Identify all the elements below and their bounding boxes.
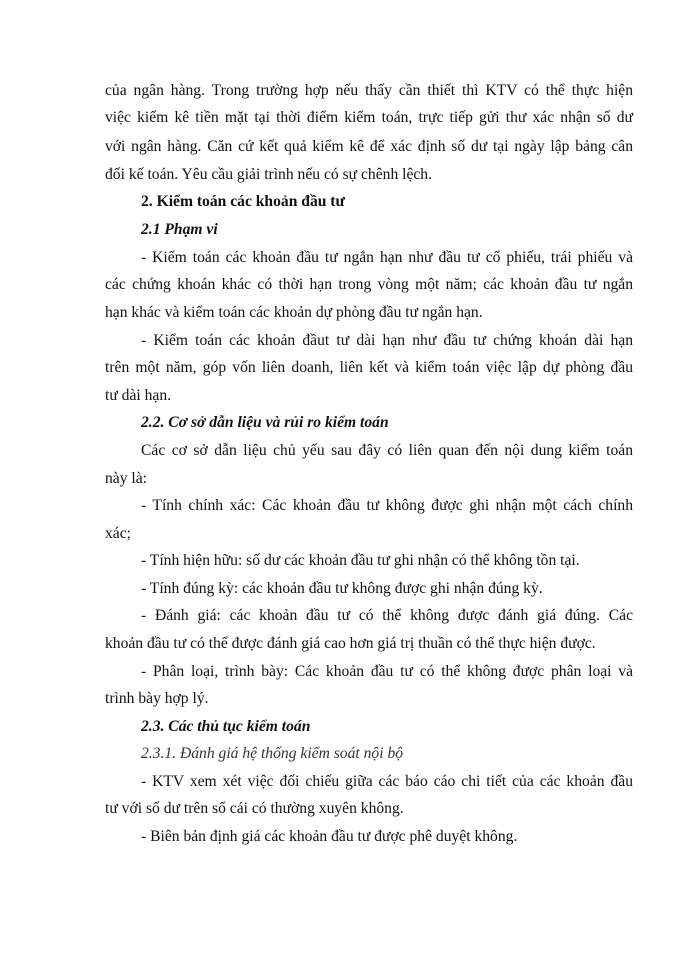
bullet-line: - Phân loại, trình bày: Các khoản đầu tư có thể không được phân loại và (141, 663, 633, 680)
subsection-heading: 2.2. Cơ sở dẫn liệu và rủi ro kiểm toán (141, 414, 389, 431)
bullet-line: - Tính hiện hữu: số dư các khoản đầu tư ghi nhận có thể không tồn tại. (141, 552, 580, 569)
paragraph-line: Các cơ sở dẫn liệu chủ yếu sau đây có liên quan đến nội dung kiểm toán (141, 442, 633, 459)
bullet-line: - Kiểm toán các khoản đầu tư ngắn hạn như đầu tư cổ phiếu, trái phiếu và (141, 249, 633, 266)
section-heading: 2. Kiểm toán các khoản đầu tư (141, 193, 345, 210)
sub-subsection-heading: 2.3.1. Đánh giá hệ thống kiểm soát nội bộ (141, 745, 404, 762)
paragraph-line: này là: (105, 470, 147, 487)
paragraph-line: đối kế toán. Yêu cầu giải trình nếu có sự chênh lệch. (105, 166, 433, 183)
paragraph-line: tư với số dư trên sổ cái có thường xuyên không. (105, 800, 404, 817)
paragraph-line: của ngân hàng. Trong trường hợp nếu thấy cần thiết thì KTV có thể thực hiện (105, 82, 633, 99)
bullet-line: - Đánh giá: các khoản đầu tư có thể không được đánh giá đúng. Các (141, 607, 633, 624)
paragraph-line: hạn khác và kiểm toán các khoản dự phòng đầu tư ngắn hạn. (105, 304, 483, 321)
subsection-heading: 2.1 Phạm vi (141, 221, 218, 238)
paragraph-line: khoản đầu tư có thể được đánh giá cao hơn giá trị thuần có thể thực hiện được. (105, 635, 596, 652)
paragraph-line: với ngân hàng. Căn cứ kết quả kiểm kê để xác định số dư tại ngày lập bảng cân (105, 138, 633, 155)
paragraph-line: việc kiểm kê tiền mặt tại thời điểm kiểm toán, trực tiếp gửi thư xác nhận số dư (105, 109, 633, 126)
paragraph-line: tư dài hạn. (105, 387, 172, 404)
paragraph-line: trên một năm, góp vốn liên doanh, liên kết và kiểm toán việc lập dự phòng đầu (105, 359, 633, 376)
paragraph-line: các chứng khoán khác có thời hạn trong vòng một năm; các khoản đầu tư ngắn (105, 276, 633, 293)
bullet-line: - Tính đúng kỳ: các khoản đầu tư không được ghi nhận đúng kỳ. (141, 580, 543, 597)
bullet-line: - Biên bản định giá các khoản đầu tư được phê duyệt không. (141, 828, 518, 845)
paragraph-line: trình bày hợp lý. (105, 690, 209, 707)
bullet-line: - Tính chính xác: Các khoản đầu tư không được ghi nhận một cách chính (141, 497, 633, 514)
bullet-line: - KTV xem xét việc đối chiếu giữa các báo cáo chi tiết của các khoản đầu (141, 773, 633, 790)
bullet-line: - Kiểm toán các khoản đầut tư dài hạn như đầu tư chứng khoán dài hạn (141, 332, 633, 349)
paragraph-line: xác; (105, 525, 131, 542)
subsection-heading: 2.3. Các thủ tục kiểm toán (141, 718, 311, 735)
